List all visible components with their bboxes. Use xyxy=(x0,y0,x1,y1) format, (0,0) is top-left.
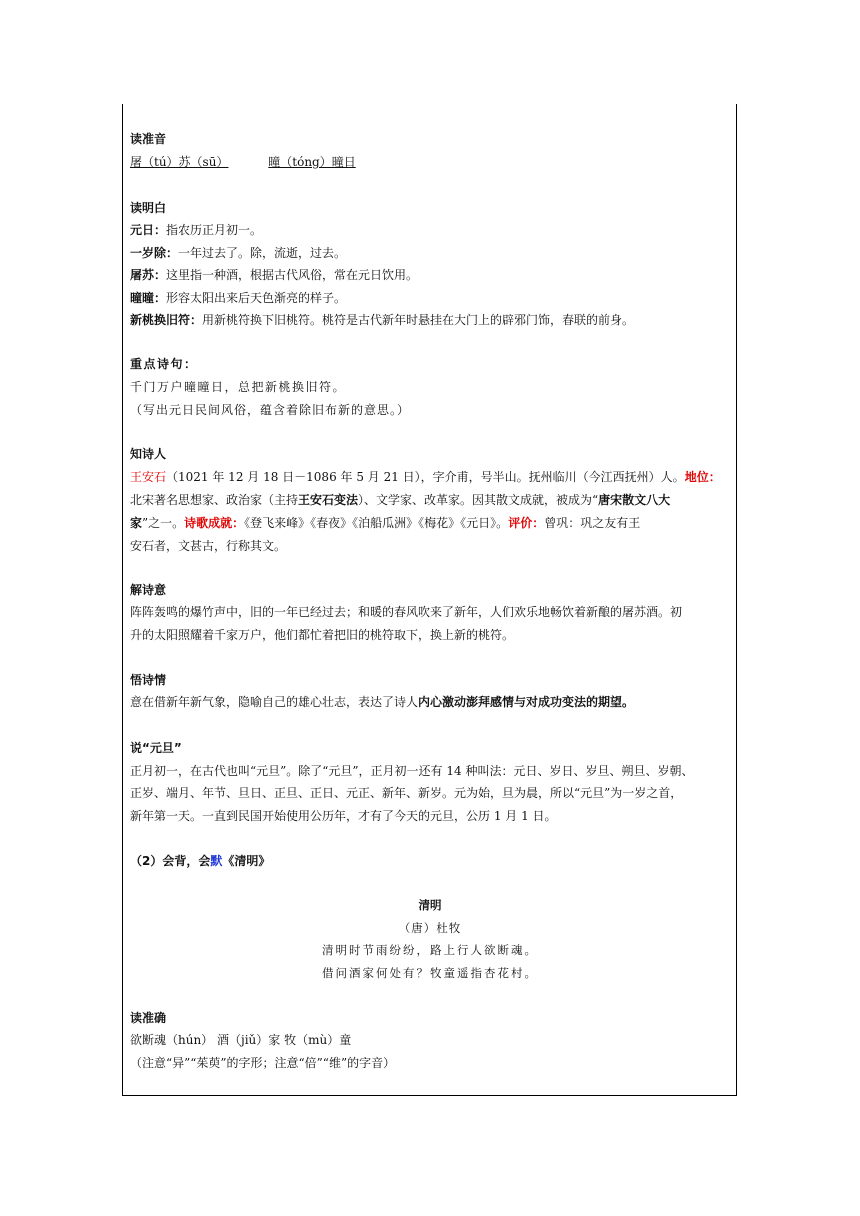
pron2-line: 欲断魂（hún） 酒（jiǔ）家 牧（mù）童 xyxy=(130,1033,352,1047)
poem-title: 清明 xyxy=(418,898,442,912)
meaning-term: 屠苏： xyxy=(130,268,167,282)
meaning-item xyxy=(130,290,346,306)
review-label: 评价： xyxy=(508,516,545,530)
explain-heading: 解诗意 xyxy=(130,583,167,597)
eight-masters: 家 xyxy=(130,516,143,530)
meaning-term: 新桃换旧符： xyxy=(130,313,203,327)
achieve-label: 诗歌成就： xyxy=(184,516,245,530)
feeling-line xyxy=(130,694,634,710)
status-label: 地位： xyxy=(684,470,721,484)
pron-item-2: 曈（tóng）曈日 xyxy=(268,155,356,169)
poet-text: ）、文学家、改革家。因其散文成就，被成为“ xyxy=(358,493,599,507)
poet-works: 《登飞来峰》《春夜》《泊船瓜洲》《梅花》《元日》。 xyxy=(244,516,509,530)
feeling-text: 意在借新年新气象，隐喻自己的雄心壮志，表达了诗人 xyxy=(130,695,419,709)
explain-line-1: 阵阵轰鸣的爆竹声中，旧的一年已经过去；和暖的春风吹来了新年，人们欢乐地畅饮着新酿的屠苏酒。初 xyxy=(130,605,683,619)
eight-masters: 唐宋散文八大 xyxy=(598,493,671,507)
feeling-bold: 内心激动澎拜感情与对成功变法的期望。 xyxy=(418,695,635,709)
task-2-blue: 默 xyxy=(210,854,223,868)
poet-text: ”之一。 xyxy=(142,516,185,530)
reform-name: 王安石变法 xyxy=(298,493,359,507)
meaning-item xyxy=(130,312,634,328)
yuandan-line-3: 新年第一天。一直到民国开始使用公历年，才有了今天的元旦，公历 1 月 1 日。 xyxy=(130,809,557,823)
explain-line-2: 升的太阳照耀着千家万户，他们都忙着把旧的桃符取下，换上新的桃符。 xyxy=(130,628,515,642)
meaning-text: 指农历正月初一。 xyxy=(166,223,263,237)
meaning-text: 用新桃符换下旧桃符。桃符是古代新年时悬挂在大门上的辟邪门饰，春联的前身。 xyxy=(202,313,635,327)
pron2-note: （注意“异”“茱萸”的字形；注意“倍”“维”的字音） xyxy=(130,1056,396,1070)
task-2-suffix: 《清明》 xyxy=(222,854,271,868)
yuandan-line-1: 正月初一，在古代也叫“元旦”。除了“元旦”，正月初一还有 14 种叫法：元日、岁日、岁旦、朔旦、岁朝、 xyxy=(130,764,694,778)
key-lines-heading: 重点诗句： xyxy=(130,357,198,371)
yuandan-line-2: 正岁、端月、年节、旦日、正旦、正日、元正、新年、新岁。元为始，旦为晨，所以“元旦”为一岁之首， xyxy=(130,786,683,800)
poet-line-2 xyxy=(130,492,670,508)
task-2-prefix: （2）会背，会 xyxy=(130,854,211,868)
meaning-term: 一岁除： xyxy=(130,246,179,260)
poet-review: 曾巩：巩之友有王 xyxy=(544,516,641,530)
poem-line-1: 清明时节雨纷纷，路上行人欲断魂。 xyxy=(322,943,538,957)
poet-text: 北宋著名思想家、政治家（主持 xyxy=(130,493,299,507)
poet-line-3 xyxy=(130,515,640,531)
key-line: 千门万户曈曈日，总把新桃换旧符。 xyxy=(130,380,347,394)
poet-line-4: 安石者，文甚古，行称其文。 xyxy=(130,539,287,553)
meaning-item xyxy=(130,267,418,283)
task-2 xyxy=(130,853,270,869)
meaning-term: 曈曈： xyxy=(130,291,167,305)
meaning-text: 一年过去了。除，流逝，过去。 xyxy=(178,246,347,260)
poet-name: 王安石 xyxy=(130,470,167,484)
yuandan-heading: 说“元旦” xyxy=(130,741,182,755)
pron-heading: 读准音 xyxy=(130,132,167,146)
meaning-text: 形容太阳出来后天色渐亮的样子。 xyxy=(166,291,347,305)
poem-author: （唐）杜牧 xyxy=(398,921,462,935)
pron-item-1: 屠（tú）苏（sū） xyxy=(130,155,229,169)
meaning-item xyxy=(130,245,346,261)
pron2-heading: 读准确 xyxy=(130,1011,167,1025)
poet-dates: （1021 年 12 月 18 日－1086 年 5 月 21 日），字介甫，号半山。抚州临川（今江西抚州）人。 xyxy=(166,470,685,484)
pron-line xyxy=(130,154,356,170)
meaning-text: 这里指一种酒，根据古代风俗，常在元日饮用。 xyxy=(166,268,419,282)
key-line-note: （写出元日民间风俗，蕴含着除旧布新的意思。） xyxy=(130,403,411,417)
poet-heading: 知诗人 xyxy=(130,447,167,461)
meaning-term: 元日： xyxy=(130,223,167,237)
feeling-heading: 悟诗情 xyxy=(130,673,167,687)
poet-line-1 xyxy=(130,469,721,485)
poem-line-2: 借问酒家何处有？牧童遥指杏花村。 xyxy=(322,966,538,980)
meaning-item xyxy=(130,222,262,238)
meaning-heading: 读明白 xyxy=(130,201,167,215)
